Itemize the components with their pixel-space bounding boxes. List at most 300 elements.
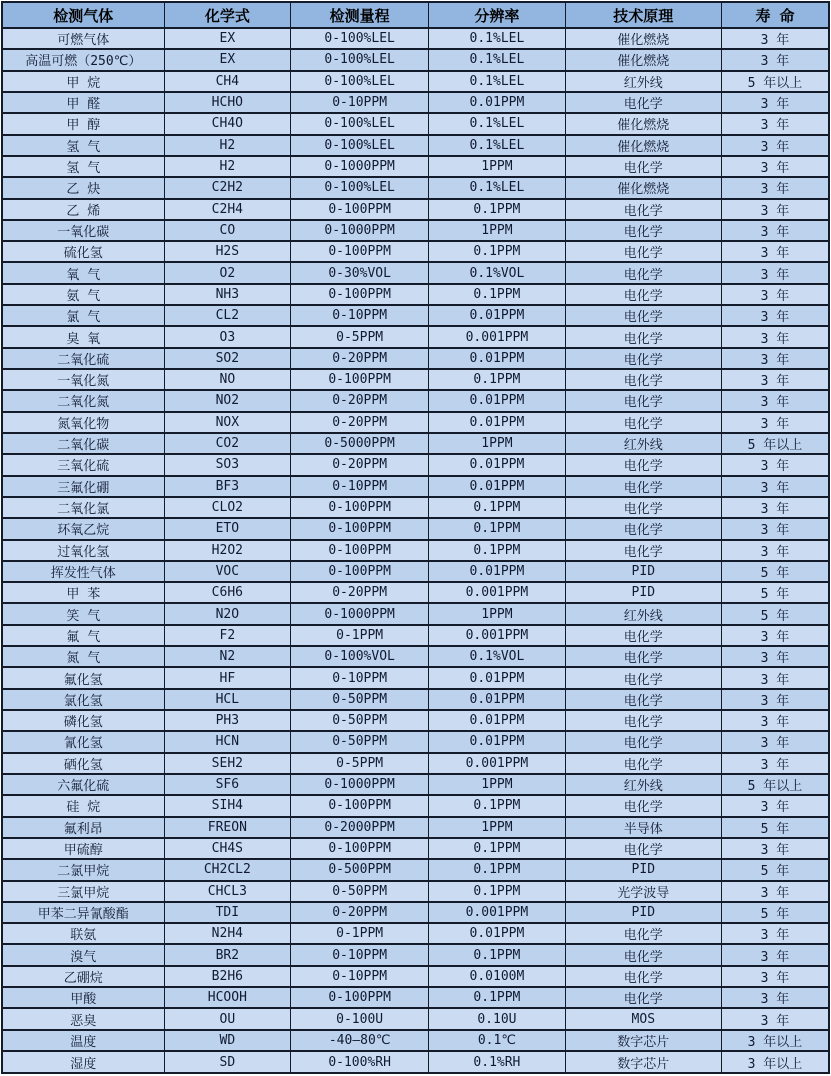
cell-life: 3 年 [721,540,829,561]
cell-formula: NO [164,369,291,390]
cell-resolution: 0.10U [429,1008,565,1029]
cell-life: 3 年 [721,753,829,774]
table-row [2,156,829,177]
table-row [2,518,829,539]
cell-principle: 电化学 [565,390,721,411]
cell-range: 0-100PPM [291,518,429,539]
cell-resolution: 0.1PPM [429,518,565,539]
cell-gas: 一氧化氮 [2,369,164,390]
cell-range: 0-1PPM [291,625,429,646]
cell-gas: 二氯甲烷 [2,859,164,880]
cell-life: 3 年 [721,881,829,902]
cell-gas: 溴气 [2,944,164,965]
cell-life: 3 年 [721,625,829,646]
cell-range: 0-100%LEL [291,135,429,156]
cell-principle: 电化学 [565,199,721,220]
cell-formula: EX [164,49,291,70]
cell-principle: 电化学 [565,305,721,326]
cell-principle: 电化学 [565,731,721,752]
cell-life: 3 年 [721,28,829,49]
cell-resolution: 0.1%LEL [429,49,565,70]
cell-life: 3 年 [721,262,829,283]
cell-range: 0-100PPM [291,838,429,859]
table-row [2,390,829,411]
table-row [2,497,829,518]
table-row [2,369,829,390]
cell-formula: H2O2 [164,540,291,561]
table-header [2,2,829,28]
cell-gas: 过氧化氢 [2,540,164,561]
cell-formula: SD [164,1051,291,1073]
cell-resolution: 1PPM [429,433,565,454]
cell-resolution: 0.1%LEL [429,113,565,134]
cell-formula: H2 [164,135,291,156]
cell-principle: 电化学 [565,518,721,539]
cell-gas: 一氧化碳 [2,220,164,241]
table-row [2,774,829,795]
cell-principle: 电化学 [565,348,721,369]
cell-life: 3 年 [721,476,829,497]
cell-life: 3 年 [721,518,829,539]
cell-formula: SIH4 [164,795,291,816]
table-row [2,71,829,92]
cell-resolution: 0.1%LEL [429,135,565,156]
cell-principle: 电化学 [565,795,721,816]
cell-range: 0-100%LEL [291,71,429,92]
cell-principle: 电化学 [565,944,721,965]
cell-formula: H2 [164,156,291,177]
cell-formula: HCHO [164,92,291,113]
cell-formula: F2 [164,625,291,646]
cell-life: 3 年 [721,369,829,390]
cell-gas: 笑 气 [2,603,164,624]
cell-range: 0-100%LEL [291,49,429,70]
cell-life: 5 年 [721,902,829,923]
table-row [2,284,829,305]
cell-principle: 电化学 [565,284,721,305]
cell-resolution: 0.01PPM [429,454,565,475]
cell-life: 3 年 [721,92,829,113]
cell-life: 5 年以上 [721,71,829,92]
cell-life: 3 年 [721,497,829,518]
cell-gas: 氢 气 [2,135,164,156]
cell-resolution: 0.01PPM [429,710,565,731]
cell-range: 0-5000PPM [291,433,429,454]
cell-principle: 电化学 [565,241,721,262]
cell-resolution: 0.1%LEL [429,28,565,49]
cell-formula: NOX [164,412,291,433]
cell-life: 3 年以上 [721,1030,829,1051]
cell-resolution: 1PPM [429,156,565,177]
cell-resolution: 0.1PPM [429,284,565,305]
table-row [2,326,829,347]
cell-resolution: 0.1%LEL [429,177,565,198]
header-principle: 技术原理 [565,2,721,28]
cell-life: 3 年 [721,646,829,667]
cell-resolution: 0.1%VOL [429,262,565,283]
cell-principle: 电化学 [565,646,721,667]
cell-gas: 氧 气 [2,262,164,283]
cell-formula: NO2 [164,390,291,411]
cell-resolution: 0.1%RH [429,1051,565,1073]
cell-range: 0-10PPM [291,944,429,965]
cell-range: 0-10PPM [291,667,429,688]
cell-resolution: 0.1PPM [429,241,565,262]
cell-resolution: 0.01PPM [429,92,565,113]
cell-formula: CH4O [164,113,291,134]
table-row [2,753,829,774]
cell-gas: 硫化氢 [2,241,164,262]
cell-principle: PID [565,859,721,880]
cell-range: 0-100PPM [291,241,429,262]
cell-life: 3 年 [721,923,829,944]
cell-formula: CO2 [164,433,291,454]
cell-formula: CH4S [164,838,291,859]
cell-gas: 乙 炔 [2,177,164,198]
table-row [2,454,829,475]
table-row [2,710,829,731]
cell-formula: TDI [164,902,291,923]
cell-life: 3 年 [721,710,829,731]
cell-gas: 六氟化硫 [2,774,164,795]
cell-principle: 电化学 [565,625,721,646]
table-row [2,881,829,902]
cell-gas: 氟利昂 [2,817,164,838]
table-row [2,476,829,497]
cell-principle: 数字芯片 [565,1030,721,1051]
cell-life: 3 年 [721,199,829,220]
cell-resolution: 1PPM [429,774,565,795]
cell-resolution: 0.1PPM [429,199,565,220]
table-row [2,262,829,283]
cell-range: 0-20PPM [291,348,429,369]
cell-range: 0-10PPM [291,92,429,113]
cell-range: 0-30%VOL [291,262,429,283]
cell-range: 0-100PPM [291,987,429,1008]
cell-formula: N2 [164,646,291,667]
table-row [2,859,829,880]
cell-principle: 电化学 [565,369,721,390]
cell-life: 3 年 [721,284,829,305]
cell-resolution: 0.1PPM [429,795,565,816]
cell-gas: 甲 醛 [2,92,164,113]
table-row [2,1030,829,1051]
cell-life: 3 年 [721,987,829,1008]
cell-gas: 甲 烷 [2,71,164,92]
cell-principle: 催化燃烧 [565,49,721,70]
cell-gas: 二氧化氯 [2,497,164,518]
cell-formula: SF6 [164,774,291,795]
cell-formula: VOC [164,561,291,582]
cell-range: 0-100U [291,1008,429,1029]
cell-life: 3 年 [721,731,829,752]
cell-resolution: 0.1PPM [429,540,565,561]
cell-life: 3 年 [721,667,829,688]
table-row [2,646,829,667]
cell-range: 0-2000PPM [291,817,429,838]
cell-resolution: 0.1℃ [429,1030,565,1051]
cell-resolution: 0.1PPM [429,369,565,390]
cell-principle: 电化学 [565,220,721,241]
cell-life: 3 年 [721,305,829,326]
cell-range: 0-50PPM [291,731,429,752]
cell-formula: CLO2 [164,497,291,518]
cell-formula: CO [164,220,291,241]
cell-life: 3 年 [721,412,829,433]
cell-resolution: 0.01PPM [429,390,565,411]
table-row [2,1008,829,1029]
cell-range: 0-1000PPM [291,220,429,241]
header-formula: 化学式 [164,2,291,28]
cell-life: 3 年 [721,1008,829,1029]
table-row [2,667,829,688]
cell-formula: O3 [164,326,291,347]
cell-gas: 可燃气体 [2,28,164,49]
header-row [2,2,829,28]
cell-range: 0-50PPM [291,710,429,731]
table-row [2,199,829,220]
table-row [2,582,829,603]
cell-resolution: 0.01PPM [429,667,565,688]
cell-life: 3 年 [721,326,829,347]
cell-principle: 电化学 [565,753,721,774]
cell-resolution: 1PPM [429,817,565,838]
cell-formula: WD [164,1030,291,1051]
cell-formula: NH3 [164,284,291,305]
cell-formula: HF [164,667,291,688]
cell-gas: 三氧化硫 [2,454,164,475]
cell-formula: CHCL3 [164,881,291,902]
cell-principle: 催化燃烧 [565,177,721,198]
header-gas: 检测气体 [2,2,164,28]
cell-formula: SEH2 [164,753,291,774]
cell-formula: B2H6 [164,966,291,987]
cell-formula: C6H6 [164,582,291,603]
cell-life: 3 年 [721,689,829,710]
cell-resolution: 0.1PPM [429,881,565,902]
cell-range: 0-20PPM [291,454,429,475]
cell-gas: 氟 气 [2,625,164,646]
cell-formula: SO2 [164,348,291,369]
cell-range: 0-20PPM [291,582,429,603]
cell-gas: 硒化氢 [2,753,164,774]
cell-life: 5 年 [721,817,829,838]
table-row [2,838,829,859]
cell-life: 3 年 [721,49,829,70]
cell-resolution: 0.001PPM [429,902,565,923]
cell-resolution: 0.01PPM [429,923,565,944]
table-row [2,540,829,561]
table-row [2,817,829,838]
cell-gas: 甲硫醇 [2,838,164,859]
cell-gas: 甲 醇 [2,113,164,134]
table-row [2,923,829,944]
cell-range: 0-1000PPM [291,774,429,795]
cell-resolution: 0.1PPM [429,838,565,859]
cell-formula: CH4 [164,71,291,92]
cell-life: 3 年 [721,454,829,475]
cell-principle: 电化学 [565,838,721,859]
cell-range: 0-100PPM [291,284,429,305]
cell-life: 3 年 [721,156,829,177]
table-row [2,113,829,134]
cell-formula: C2H4 [164,199,291,220]
cell-gas: 氮 气 [2,646,164,667]
header-life: 寿 命 [721,2,829,28]
cell-resolution: 0.1PPM [429,987,565,1008]
cell-range: 0-100%RH [291,1051,429,1073]
cell-range: 0-100PPM [291,497,429,518]
cell-resolution: 0.1PPM [429,944,565,965]
cell-gas: 氯 气 [2,305,164,326]
cell-life: 3 年 [721,966,829,987]
cell-principle: 电化学 [565,92,721,113]
cell-range: 0-100%VOL [291,646,429,667]
cell-formula: N2O [164,603,291,624]
cell-formula: H2S [164,241,291,262]
cell-formula: ETO [164,518,291,539]
cell-gas: 硅 烷 [2,795,164,816]
cell-principle: 光学波导 [565,881,721,902]
table-body [2,28,829,1073]
cell-gas: 氟化氢 [2,667,164,688]
cell-principle: 催化燃烧 [565,113,721,134]
cell-principle: 电化学 [565,540,721,561]
cell-life: 3 年以上 [721,1051,829,1073]
cell-range: -40—80℃ [291,1030,429,1051]
cell-resolution: 0.01PPM [429,305,565,326]
cell-life: 5 年 [721,603,829,624]
cell-life: 3 年 [721,220,829,241]
cell-principle: PID [565,582,721,603]
table-row [2,433,829,454]
cell-principle: 催化燃烧 [565,135,721,156]
cell-formula: N2H4 [164,923,291,944]
table-row [2,49,829,70]
cell-formula: HCL [164,689,291,710]
cell-range: 0-100PPM [291,795,429,816]
cell-resolution: 0.1%VOL [429,646,565,667]
cell-principle: MOS [565,1008,721,1029]
cell-resolution: 0.1PPM [429,497,565,518]
table-row [2,1051,829,1073]
cell-range: 0-100PPM [291,540,429,561]
cell-principle: 电化学 [565,476,721,497]
cell-range: 0-100PPM [291,199,429,220]
cell-range: 0-100PPM [291,369,429,390]
cell-principle: 电化学 [565,689,721,710]
header-range: 检测量程 [291,2,429,28]
cell-range: 0-100%LEL [291,28,429,49]
cell-gas: 温度 [2,1030,164,1051]
cell-principle: 红外线 [565,71,721,92]
cell-range: 0-5PPM [291,326,429,347]
header-resolution: 分辨率 [429,2,565,28]
cell-life: 3 年 [721,795,829,816]
cell-gas: 甲苯二异氰酸酯 [2,902,164,923]
cell-principle: 电化学 [565,966,721,987]
cell-principle: 红外线 [565,774,721,795]
cell-principle: 电化学 [565,262,721,283]
cell-gas: 氢 气 [2,156,164,177]
cell-range: 0-20PPM [291,412,429,433]
table-row [2,944,829,965]
cell-formula: HCN [164,731,291,752]
cell-resolution: 0.0100M [429,966,565,987]
table-row [2,689,829,710]
cell-resolution: 0.001PPM [429,625,565,646]
cell-resolution: 0.001PPM [429,582,565,603]
table-row [2,625,829,646]
cell-formula: OU [164,1008,291,1029]
cell-life: 5 年以上 [721,774,829,795]
cell-gas: 三氟化硼 [2,476,164,497]
cell-gas: 乙 烯 [2,199,164,220]
cell-gas: 氯化氢 [2,689,164,710]
cell-range: 0-5PPM [291,753,429,774]
cell-life: 3 年 [721,177,829,198]
cell-range: 0-1000PPM [291,156,429,177]
cell-gas: 氮氧化物 [2,412,164,433]
table-row [2,966,829,987]
cell-resolution: 0.01PPM [429,731,565,752]
cell-gas: 联氨 [2,923,164,944]
table-row [2,220,829,241]
cell-formula: BF3 [164,476,291,497]
cell-range: 0-10PPM [291,966,429,987]
cell-resolution: 0.01PPM [429,561,565,582]
cell-range: 0-500PPM [291,859,429,880]
table-row [2,412,829,433]
cell-gas: 磷化氢 [2,710,164,731]
cell-gas: 湿度 [2,1051,164,1073]
cell-resolution: 0.01PPM [429,476,565,497]
cell-principle: PID [565,561,721,582]
cell-life: 3 年 [721,135,829,156]
cell-principle: 电化学 [565,326,721,347]
cell-principle: 电化学 [565,454,721,475]
table-row [2,561,829,582]
cell-resolution: 0.01PPM [429,348,565,369]
cell-life: 5 年以上 [721,433,829,454]
cell-formula: CL2 [164,305,291,326]
cell-range: 0-100%LEL [291,177,429,198]
cell-range: 0-20PPM [291,390,429,411]
table-row [2,603,829,624]
cell-range: 0-1PPM [291,923,429,944]
cell-resolution: 0.001PPM [429,753,565,774]
cell-resolution: 1PPM [429,603,565,624]
cell-principle: 红外线 [565,433,721,454]
table-row [2,241,829,262]
cell-range: 0-50PPM [291,881,429,902]
cell-principle: 电化学 [565,710,721,731]
cell-principle: PID [565,902,721,923]
cell-principle: 电化学 [565,987,721,1008]
cell-life: 5 年 [721,582,829,603]
cell-formula: O2 [164,262,291,283]
cell-formula: EX [164,28,291,49]
table-row [2,28,829,49]
cell-range: 0-10PPM [291,305,429,326]
cell-life: 3 年 [721,944,829,965]
cell-principle: 电化学 [565,667,721,688]
cell-resolution: 0.1%LEL [429,71,565,92]
cell-formula: PH3 [164,710,291,731]
cell-principle: 电化学 [565,923,721,944]
cell-range: 0-100%LEL [291,113,429,134]
cell-formula: SO3 [164,454,291,475]
